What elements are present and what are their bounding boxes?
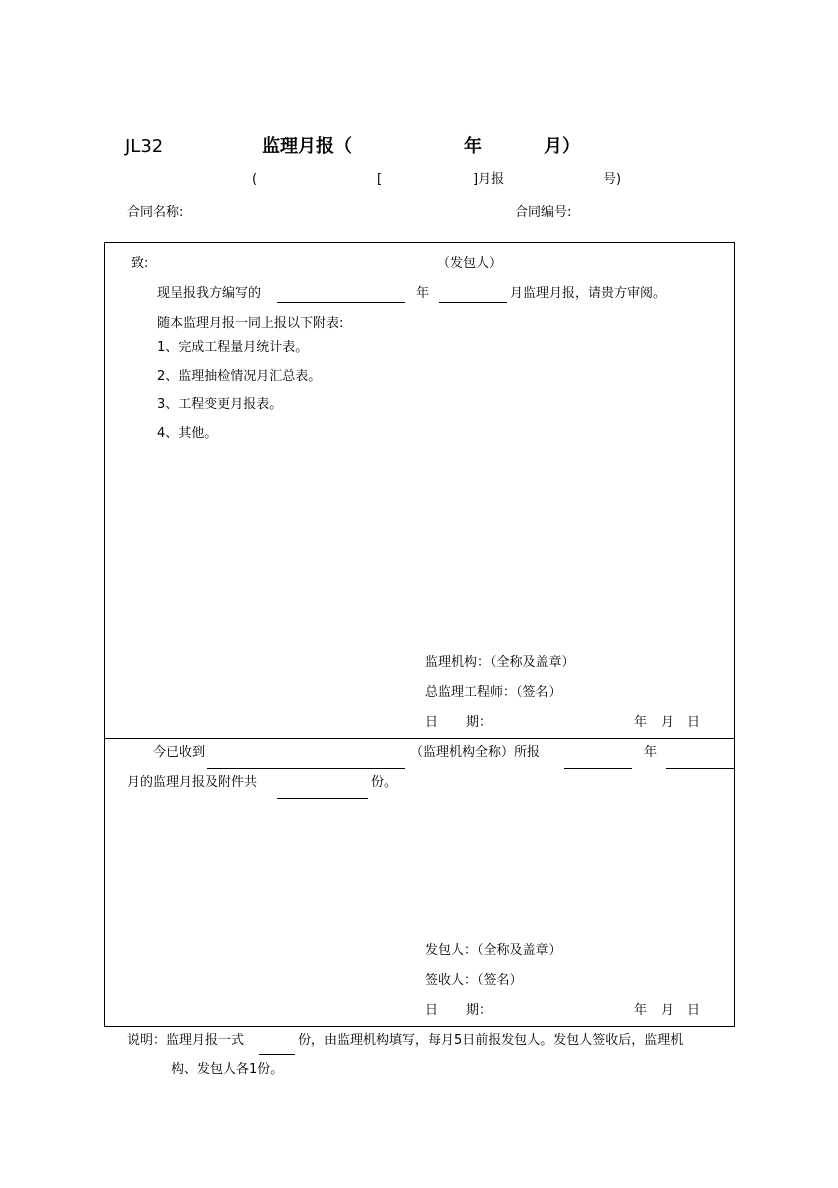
blank-line-year bbox=[564, 768, 632, 769]
date-label-char2: 期： bbox=[466, 715, 493, 730]
note-line2: 构、发包人各1份。 bbox=[171, 1062, 284, 1077]
signer-label: 签收人：（签名） bbox=[425, 973, 523, 988]
to-label: 致: bbox=[131, 256, 149, 271]
subheader-number-label: 号) bbox=[603, 172, 622, 187]
date-year-label: 年 bbox=[634, 1003, 648, 1018]
date-day-label: 日 bbox=[687, 715, 701, 730]
form-box bbox=[104, 242, 735, 1027]
date-label-char2: 期： bbox=[466, 1003, 493, 1018]
blank-line-org bbox=[207, 768, 405, 769]
received-mid: （监理机构全称）所报 bbox=[410, 745, 541, 760]
subheader-report-label: ]月报 bbox=[473, 172, 505, 187]
blank-line-copies bbox=[277, 798, 368, 799]
subheader-open-paren: ( bbox=[252, 172, 258, 187]
form-code: JL32 bbox=[125, 136, 164, 157]
title-month-label: 月） bbox=[544, 136, 580, 157]
title-year-label: 年 bbox=[464, 136, 482, 157]
received-copies-label: 份。 bbox=[371, 775, 398, 790]
contract-name-label: 合同名称: bbox=[127, 205, 184, 220]
date-month-label: 月 bbox=[661, 1003, 675, 1018]
employer-sign-label: 发包人：（全称及盖章） bbox=[425, 943, 562, 958]
received-year-label: 年 bbox=[644, 745, 658, 760]
contract-number-label: 合同编号: bbox=[515, 205, 572, 220]
note-prefix: 说明：监理月报一式 bbox=[127, 1033, 245, 1048]
date-year-label: 年 bbox=[634, 715, 648, 730]
attachment-item: 4、其他。 bbox=[157, 426, 218, 441]
employer-label: （发包人） bbox=[437, 256, 503, 271]
attachment-item: 3、工程变更月报表。 bbox=[157, 397, 283, 412]
date-label-char1: 日 bbox=[425, 1003, 439, 1018]
note-line1: 份，由监理机构填写，每月5日前报发包人。发包人签收后，监理机 bbox=[298, 1033, 684, 1048]
subheader-open-bracket: [ bbox=[377, 172, 383, 187]
submit-prefix: 现呈报我方编写的 bbox=[157, 286, 262, 301]
attach-intro: 随本监理月报一同上报以下附表: bbox=[157, 316, 344, 331]
date-month-label: 月 bbox=[661, 715, 675, 730]
blank-line-note-copies bbox=[259, 1054, 295, 1055]
date-day-label: 日 bbox=[687, 1003, 701, 1018]
blank-line-month bbox=[666, 768, 734, 769]
blank-line-month bbox=[439, 302, 507, 303]
blank-line-project bbox=[277, 302, 405, 303]
submit-year-label: 年 bbox=[416, 286, 430, 301]
attachment-item: 1、完成工程量月统计表。 bbox=[157, 340, 309, 355]
attachment-item: 2、监理抽检情况月汇总表。 bbox=[157, 369, 322, 384]
received-line2: 月的监理月报及附件共 bbox=[127, 775, 258, 790]
received-prefix: 今已收到 bbox=[153, 745, 206, 760]
form-title: 监理月报（ bbox=[262, 136, 352, 157]
date-label-char1: 日 bbox=[425, 715, 439, 730]
section-divider bbox=[104, 738, 735, 739]
chief-engineer-label: 总监理工程师：（签名） bbox=[425, 685, 562, 700]
supervision-org-label: 监理机构：（全称及盖章） bbox=[425, 655, 575, 670]
submit-suffix: 月监理月报，请贵方审阅。 bbox=[510, 286, 667, 301]
